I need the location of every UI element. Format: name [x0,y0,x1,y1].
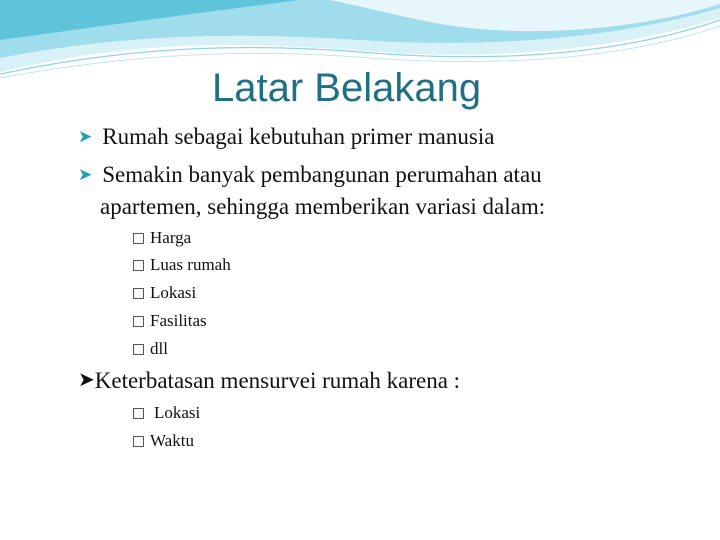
square-box-icon [133,436,144,447]
bullet-text: Keterbatasan mensurvei rumah karena : [94,368,461,393]
sub-bullet-item [133,431,194,451]
sub-bullet-text: Luas rumah [150,255,231,274]
square-box-icon [133,408,144,419]
sub-bullet-item [133,228,191,248]
square-box-icon [133,288,144,299]
arrowhead-icon: ➤ [78,127,93,147]
sub-bullet-item [133,339,168,359]
square-box-icon [133,344,144,355]
bullet-text: Semakin banyak pembangunan perumahan atau [102,162,542,187]
bullet-item [78,368,460,394]
sub-bullet-item [133,403,200,423]
sub-bullet-text: Harga [150,228,192,247]
slide-title: Latar Belakang [212,66,482,110]
sub-bullet-item [133,283,196,303]
sub-bullet-text: Fasilitas [150,311,207,330]
sub-bullet-item [133,255,231,275]
square-box-icon [133,260,144,271]
bullet-text: Rumah sebagai kebutuhan primer manusia [102,124,495,149]
bullet-item [78,124,494,150]
sub-bullet-text: Waktu [150,431,194,450]
sub-bullet-item [133,311,207,331]
sub-bullet-text: Lokasi [150,283,197,302]
square-box-icon [133,316,144,327]
square-box-icon [133,233,144,244]
bullet-continuation: apartemen, sehingga memberikan variasi dalam: [100,194,546,219]
sub-bullet-text: Lokasi [154,403,201,422]
sub-bullet-text: dll [150,339,168,358]
arrowhead-icon: ➤ [78,165,93,185]
bullet-item [78,162,542,188]
arrowhead-icon: ➤ [78,367,95,391]
